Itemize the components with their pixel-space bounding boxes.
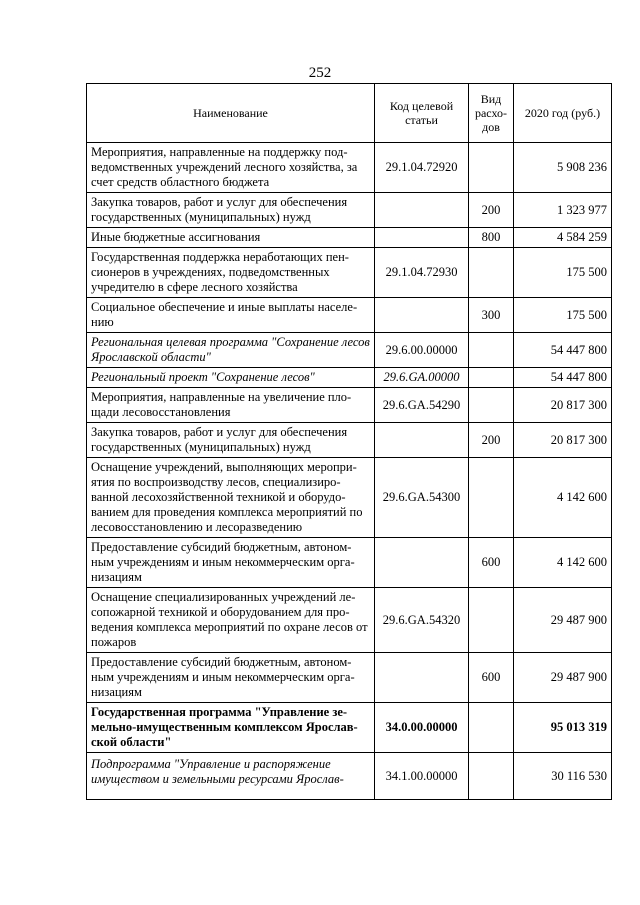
- row-code: 29.6.GA.54290: [375, 388, 469, 423]
- row-name: Государственная поддержка неработающих пен-сионеров в учреждениях, подведомственных учредителю в сфере лесного хозяйства: [87, 248, 375, 298]
- table-row: [87, 703, 612, 753]
- row-sum: 4 584 259: [514, 228, 612, 248]
- header-sum: 2020 год (руб.): [514, 84, 612, 143]
- table-row: [87, 653, 612, 703]
- table-row: [87, 333, 612, 368]
- page-number: 252: [308, 65, 332, 81]
- table-row: [87, 368, 612, 388]
- table-row: [87, 193, 612, 228]
- row-sum: 20 817 300: [514, 423, 612, 458]
- row-sum: 29 487 900: [514, 653, 612, 703]
- table-row: [87, 298, 612, 333]
- row-code: [375, 423, 469, 458]
- table-row: [87, 143, 612, 193]
- row-code: 34.1.00.00000: [375, 753, 469, 800]
- header-code: Код целевой статьи: [375, 84, 469, 143]
- row-name: Региональный проект "Сохранение лесов": [87, 368, 375, 388]
- row-code: 29.1.04.72920: [375, 143, 469, 193]
- table-row: [87, 228, 612, 248]
- row-vid: [469, 753, 514, 800]
- row-vid: 200: [469, 423, 514, 458]
- row-name: Подпрограмма "Управление и распоряжение имуществом и земельными ресурсами Ярослав-: [87, 753, 375, 800]
- row-sum: 95 013 319: [514, 703, 612, 753]
- row-sum: 4 142 600: [514, 458, 612, 538]
- row-name: Иные бюджетные ассигнования: [87, 228, 375, 248]
- budget-table: [86, 83, 612, 800]
- row-vid: [469, 588, 514, 653]
- row-name: Оснащение специализированных учреждений ле-сопожарной техникой и оборудованием для про-ведения комплекса мероприятий по охране лесов от пожаров: [87, 588, 375, 653]
- row-sum: 30 116 530: [514, 753, 612, 800]
- row-name: Предоставление субсидий бюджетным, автоном-ным учреждениям и иным некоммерческим орга-низациям: [87, 538, 375, 588]
- row-vid: 800: [469, 228, 514, 248]
- row-name: Мероприятия, направленные на увеличение пло-щади лесовосстановления: [87, 388, 375, 423]
- row-name: Социальное обеспечение и иные выплаты населе-нию: [87, 298, 375, 333]
- row-name: Предоставление субсидий бюджетным, автоном-ным учреждениям и иным некоммерческим орга-низациям: [87, 653, 375, 703]
- row-sum: 4 142 600: [514, 538, 612, 588]
- row-name: Оснащение учреждений, выполняющих меропри-ятия по воспроизводству лесов, специализиро-ванной лесохозяйственной техникой и оборудо-ванием для проведения комплекса мероприятий по лесовосстановлению и лесоразведению: [87, 458, 375, 538]
- row-vid: [469, 143, 514, 193]
- row-sum: 5 908 236: [514, 143, 612, 193]
- row-code: [375, 298, 469, 333]
- row-code: 29.1.04.72930: [375, 248, 469, 298]
- row-name: Закупка товаров, работ и услуг для обеспечения государственных (муниципальных) нужд: [87, 423, 375, 458]
- row-code: 29.6.GA.54320: [375, 588, 469, 653]
- row-vid: [469, 388, 514, 423]
- row-sum: 29 487 900: [514, 588, 612, 653]
- row-vid: [469, 333, 514, 368]
- row-sum: 54 447 800: [514, 368, 612, 388]
- row-code: [375, 653, 469, 703]
- table-row: [87, 538, 612, 588]
- row-vid: 300: [469, 298, 514, 333]
- table-row: [87, 458, 612, 538]
- header-vid: Вид расхо-дов: [469, 84, 514, 143]
- row-code: 29.6.GA.54300: [375, 458, 469, 538]
- row-name: Закупка товаров, работ и услуг для обеспечения государственных (муниципальных) нужд: [87, 193, 375, 228]
- header-name: Наименование: [87, 84, 375, 143]
- row-name: Государственная программа "Управление зе-мельно-имущественным комплексом Ярослав-ской области": [87, 703, 375, 753]
- row-vid: 600: [469, 653, 514, 703]
- row-code: [375, 193, 469, 228]
- row-vid: [469, 248, 514, 298]
- row-code: 29.6.00.00000: [375, 333, 469, 368]
- row-sum: 1 323 977: [514, 193, 612, 228]
- row-vid: 200: [469, 193, 514, 228]
- table-row: [87, 588, 612, 653]
- table-row: [87, 388, 612, 423]
- row-sum: 54 447 800: [514, 333, 612, 368]
- row-sum: 175 500: [514, 248, 612, 298]
- row-sum: 175 500: [514, 298, 612, 333]
- table-row: [87, 423, 612, 458]
- row-vid: [469, 703, 514, 753]
- row-name: Мероприятия, направленные на поддержку под-ведомственных учреждений лесного хозяйства, за счет средств областного бюджета: [87, 143, 375, 193]
- row-sum: 20 817 300: [514, 388, 612, 423]
- row-vid: [469, 368, 514, 388]
- row-name: Региональная целевая программа "Сохранение лесов Ярославской области": [87, 333, 375, 368]
- row-vid: [469, 458, 514, 538]
- row-code: 34.0.00.00000: [375, 703, 469, 753]
- row-code: 29.6.GA.00000: [375, 368, 469, 388]
- row-code: [375, 228, 469, 248]
- table-row: [87, 248, 612, 298]
- row-vid: 600: [469, 538, 514, 588]
- table-header-row: [87, 84, 612, 143]
- row-code: [375, 538, 469, 588]
- table-row: [87, 753, 612, 800]
